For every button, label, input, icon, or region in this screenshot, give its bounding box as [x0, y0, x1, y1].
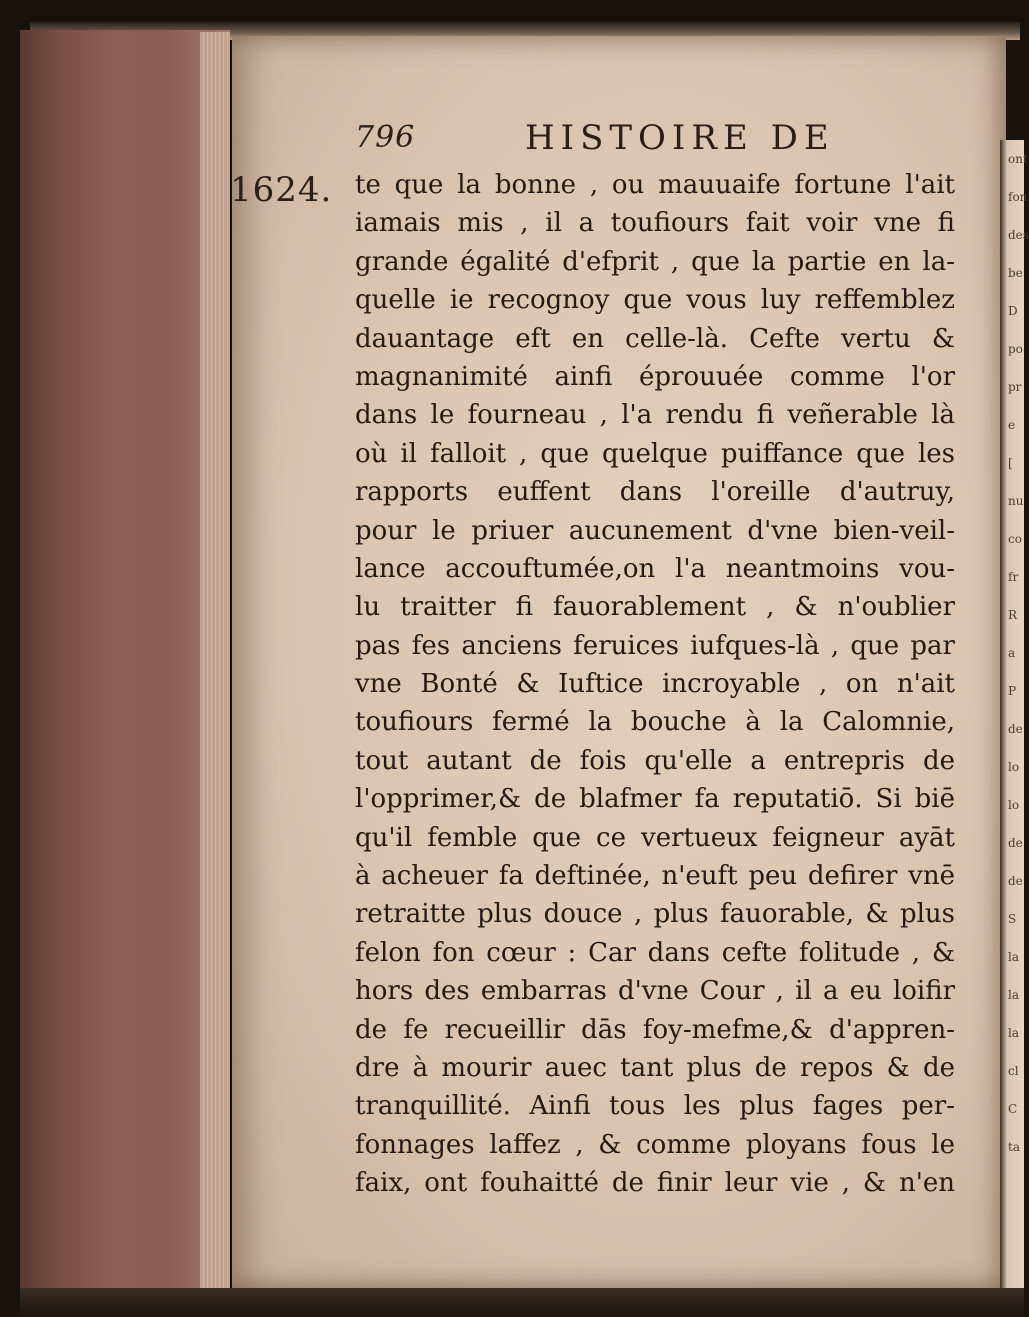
facing-fragment: fon	[1008, 190, 1028, 204]
text-line: quelle ie recognoy que vous luy reffemblez	[355, 285, 955, 316]
facing-fragment: ont	[1008, 152, 1028, 166]
facing-fragment: ta	[1008, 1140, 1020, 1154]
running-title: HISTOIRE DE	[525, 118, 835, 158]
facing-fragment: a	[1008, 646, 1016, 660]
facing-fragment: po	[1008, 342, 1023, 356]
facing-fragment: la	[1008, 1026, 1019, 1040]
text-line: pas fes anciens feruices iufques-là , que par	[355, 630, 955, 661]
text-line: faix, ont fouhaitté de finir leur vie , & n'en	[355, 1168, 955, 1199]
text-line: dre à mourir auec tant plus de repos & de	[355, 1052, 955, 1083]
book-fore-edge	[20, 30, 230, 1292]
facing-page-edge	[1000, 140, 1029, 1290]
text-line: retraitte plus douce , plus fauorable, & plus	[355, 899, 955, 930]
body-text	[355, 166, 975, 1203]
text-line: magnanimité ainfi éprouuée comme l'or	[355, 361, 955, 392]
facing-fragment: fr	[1008, 570, 1019, 584]
page-number: 796	[355, 120, 416, 155]
facing-fragment: R	[1008, 608, 1018, 622]
text-line: l'opprimer,& de blafmer fa reputatiō. Si biē	[355, 784, 955, 815]
bottom-edge	[20, 1288, 1024, 1317]
text-line: hors des embarras d'vne Cour , il a eu loifir	[355, 976, 955, 1007]
facing-fragment: co	[1008, 532, 1022, 546]
facing-fragment: des	[1008, 228, 1029, 242]
facing-fragment: D	[1008, 304, 1018, 318]
text-line: vne Bonté & Iuftice incroyable , on n'ait	[355, 669, 955, 700]
page-stack	[200, 32, 230, 1290]
text-line: de fe recueillir dās foy-mefme,& d'appren-	[355, 1014, 955, 1045]
text-line: rapports euffent dans l'oreille d'autruy,	[355, 477, 955, 508]
text-line: où il falloit , que quelque puiffance que les	[355, 438, 955, 469]
facing-fragment: cl	[1008, 1064, 1019, 1078]
text-line: tranquillité. Ainfi tous les plus fages per-	[355, 1091, 955, 1122]
facing-fragment: P	[1008, 684, 1017, 698]
margin-date: 1624.	[230, 170, 333, 210]
facing-fragment: S	[1008, 912, 1017, 926]
text-line: felon fon cœur : Car dans cefte folitude , &	[355, 937, 955, 968]
text-line: dauantage eft en celle-là. Cefte vertu &	[355, 323, 955, 354]
text-line: te que la bonne , ou mauuaife fortune l'ait	[355, 170, 955, 200]
facing-fragment: la	[1008, 988, 1019, 1002]
text-line: lu traitter fi fauorablement , & n'oublier	[355, 592, 955, 623]
text-line: pour le priuer aucunement d'vne bien-veil-	[355, 515, 955, 546]
text-line: grande égalité d'efprit , que la partie en la-	[355, 246, 955, 277]
facing-fragment: de	[1008, 836, 1023, 850]
facing-fragment: nu	[1008, 494, 1024, 508]
text-line: à acheuer fa deftinée, n'euft peu defirer vnē	[355, 861, 955, 892]
text-line: tout autant de fois qu'elle a entrepris de	[355, 745, 955, 776]
facing-fragment: C	[1008, 1102, 1018, 1116]
text-line: lance accouftumée,on l'a neantmoins vou-	[355, 553, 955, 584]
running-head	[355, 118, 955, 164]
facing-fragment: de	[1008, 722, 1023, 736]
text-line: qu'il femble que ce vertueux feigneur ayāt	[355, 822, 955, 853]
facing-fragment: [	[1008, 456, 1013, 470]
facing-fragment: lo	[1008, 760, 1020, 774]
text-line: toufiours fermé la bouche à la Calomnie,	[355, 707, 955, 738]
facing-fragment: be	[1008, 266, 1023, 280]
text-line: iamais mis , il a toufiours fait voir vne fi	[355, 208, 955, 239]
facing-fragment: lo	[1008, 798, 1020, 812]
facing-fragment: la	[1008, 950, 1019, 964]
text-line: fonnages laffez , & comme ployans fous le	[355, 1129, 955, 1160]
text-line: dans le fourneau , l'a rendu fi veñerable là	[355, 400, 955, 431]
facing-fragment: de	[1008, 874, 1023, 888]
facing-fragment: e	[1008, 418, 1016, 432]
facing-fragment: pr	[1008, 380, 1022, 394]
